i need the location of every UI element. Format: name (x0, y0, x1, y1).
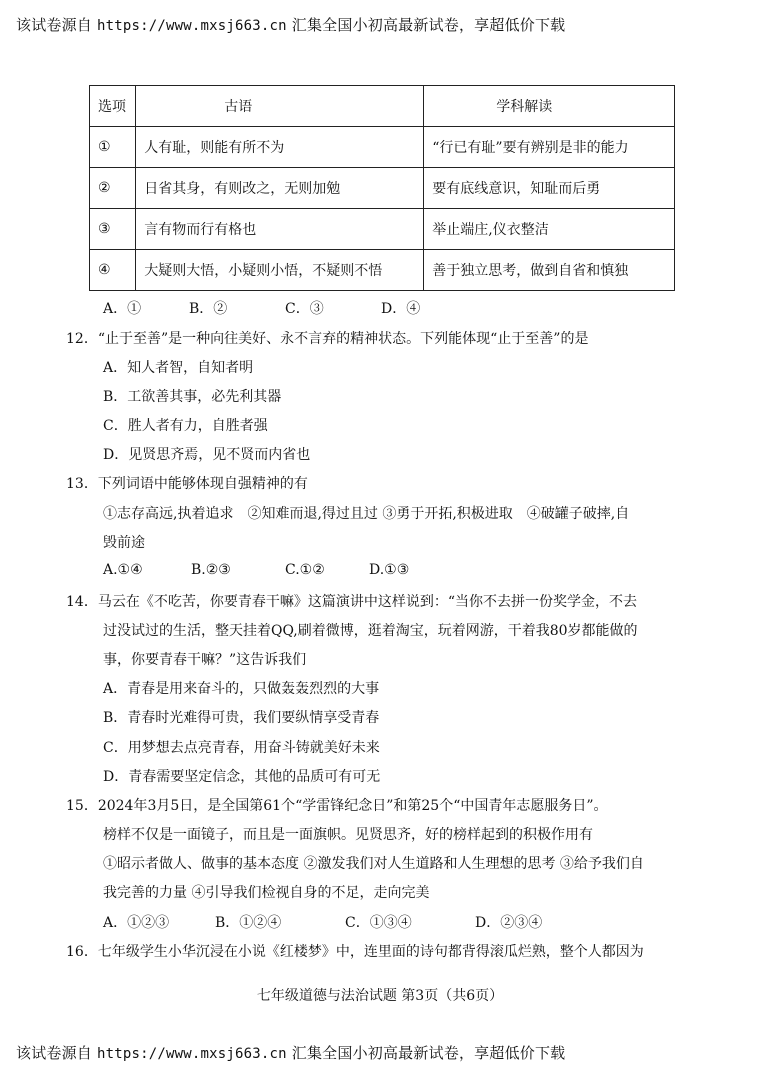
table-cell: 举止端庄,仪衣整洁 (424, 209, 675, 250)
banner-suffix: 汇集全国小初高最新试卷，享超低价下载 (286, 16, 566, 34)
q13-statements-line1: ①志存高远,执着追求 ②知难而退,得过且过 ③勇于开拓,积极进取 ④破罐子破摔,自 (103, 506, 630, 522)
q12-option-c[interactable]: C．胜人者有力，自胜者强 (103, 418, 268, 434)
header-option: 选项 (90, 86, 136, 127)
page-footer: 七年级道德与法治试题 第3页（共6页） (256, 988, 504, 1004)
banner-prefix: 该试卷源自 (16, 1044, 97, 1062)
table-cell: 善于独立思考，做到自省和慎独 (424, 250, 675, 291)
q13-options (103, 562, 409, 578)
banner-prefix: 该试卷源自 (16, 16, 97, 34)
bottom-source-banner (16, 1042, 565, 1063)
table-header-row (90, 86, 675, 127)
table-row (90, 127, 675, 168)
quotation-table (89, 85, 675, 291)
q13-stem: 13．下列词语中能够体现自强精神的有 (66, 476, 308, 492)
table-cell: 日省其身，有则改之，无则加勉 (136, 168, 424, 209)
banner-url: https://www.mxsj663.cn (96, 18, 287, 34)
header-interpretation: 学科解读 (424, 86, 675, 127)
q14-stem-line1: 14．马云在《不吃苦，你要青春干嘛》这篇演讲中这样说到：“当你不去拼一份奖学金，不去 (66, 594, 637, 610)
q15-stem-line1: 15．2024年3月5日，是全国第61个“学雷锋纪念日”和第25个“中国青年志愿服务日”。 (66, 798, 608, 814)
option-d[interactable]: D.①③ (369, 562, 410, 578)
option-c[interactable]: C．③ (285, 301, 324, 317)
table-row (90, 209, 675, 250)
option-b[interactable]: B．①②④ (215, 915, 282, 931)
q12-option-b[interactable]: B．工欲善其事，必先利其器 (103, 389, 282, 405)
q15-statements-line2: 我完善的力量 ④引导我们检视自身的不足，走向完美 (103, 885, 430, 901)
q12-stem: 12．“止于至善”是一种向往美好、永不言弃的精神状态。下列能体现“止于至善”的是 (66, 331, 589, 347)
option-a[interactable]: A．①②③ (103, 915, 170, 931)
table-cell: 人有耻，则能有所不为 (136, 127, 424, 168)
table-cell: ② (90, 168, 136, 209)
q14-option-a[interactable]: A．青春是用来奋斗的，只做轰轰烈烈的大事 (103, 681, 380, 697)
table-cell: ③ (90, 209, 136, 250)
q14-stem-line2: 过没试过的生活，整天挂着QQ,刷着微博，逛着淘宝，玩着网游，干着我80岁都能做的 (103, 623, 638, 639)
option-b[interactable]: B.②③ (191, 562, 231, 578)
q15-stem-line2: 榜样不仅是一面镜子，而且是一面旗帜。见贤思齐，好的榜样起到的积极作用有 (103, 827, 593, 843)
banner-url: https://www.mxsj663.cn (96, 1046, 287, 1062)
option-a[interactable]: A．① (103, 301, 142, 317)
q12-option-a[interactable]: A．知人者智，自知者明 (103, 360, 254, 376)
q12-option-d[interactable]: D．见贤思齐焉，见不贤而内省也 (103, 447, 311, 463)
q15-statements-line1: ①昭示者做人、做事的基本态度 ②激发我们对人生道路和人生理想的思考 ③给予我们自 (103, 856, 644, 872)
option-d[interactable]: D．②③④ (475, 915, 543, 931)
option-a[interactable]: A.①④ (103, 562, 143, 578)
table-row (90, 250, 675, 291)
table-cell: ① (90, 127, 136, 168)
option-b[interactable]: B．② (189, 301, 228, 317)
q14-option-b[interactable]: B．青春时光难得可贵，我们要纵情享受青春 (103, 710, 380, 726)
q14-option-c[interactable]: C．用梦想去点亮青春，用奋斗铸就美好未来 (103, 740, 380, 756)
option-c[interactable]: C.①② (285, 562, 325, 578)
q15-options (103, 912, 542, 932)
q13-statements-line2: 毁前途 (103, 535, 145, 551)
table-cell: 要有底线意识，知耻而后勇 (424, 168, 675, 209)
table-cell: 言有物而行有格也 (136, 209, 424, 250)
top-source-banner (16, 14, 565, 35)
q14-stem-line3: 事，你要青春干嘛？”这告诉我们 (103, 652, 307, 668)
header-quote: 古语 (136, 86, 424, 127)
option-d[interactable]: D．④ (381, 301, 421, 317)
table-cell: 大疑则大悟，小疑则小悟，不疑则不悟 (136, 250, 424, 291)
option-c[interactable]: C．①③④ (345, 915, 412, 931)
q16-stem-line1: 16．七年级学生小华沉浸在小说《红楼梦》中，连里面的诗句都背得滚瓜烂熟，整个人都因为 (66, 944, 644, 960)
banner-suffix: 汇集全国小初高最新试卷，享超低价下载 (286, 1044, 566, 1062)
table-cell: ④ (90, 250, 136, 291)
q14-option-d[interactable]: D．青春需要坚定信念，其他的品质可有可无 (103, 769, 381, 785)
table-row (90, 168, 675, 209)
q11-options (103, 298, 420, 318)
table-cell: “行已有耻”要有辨别是非的能力 (424, 127, 675, 168)
